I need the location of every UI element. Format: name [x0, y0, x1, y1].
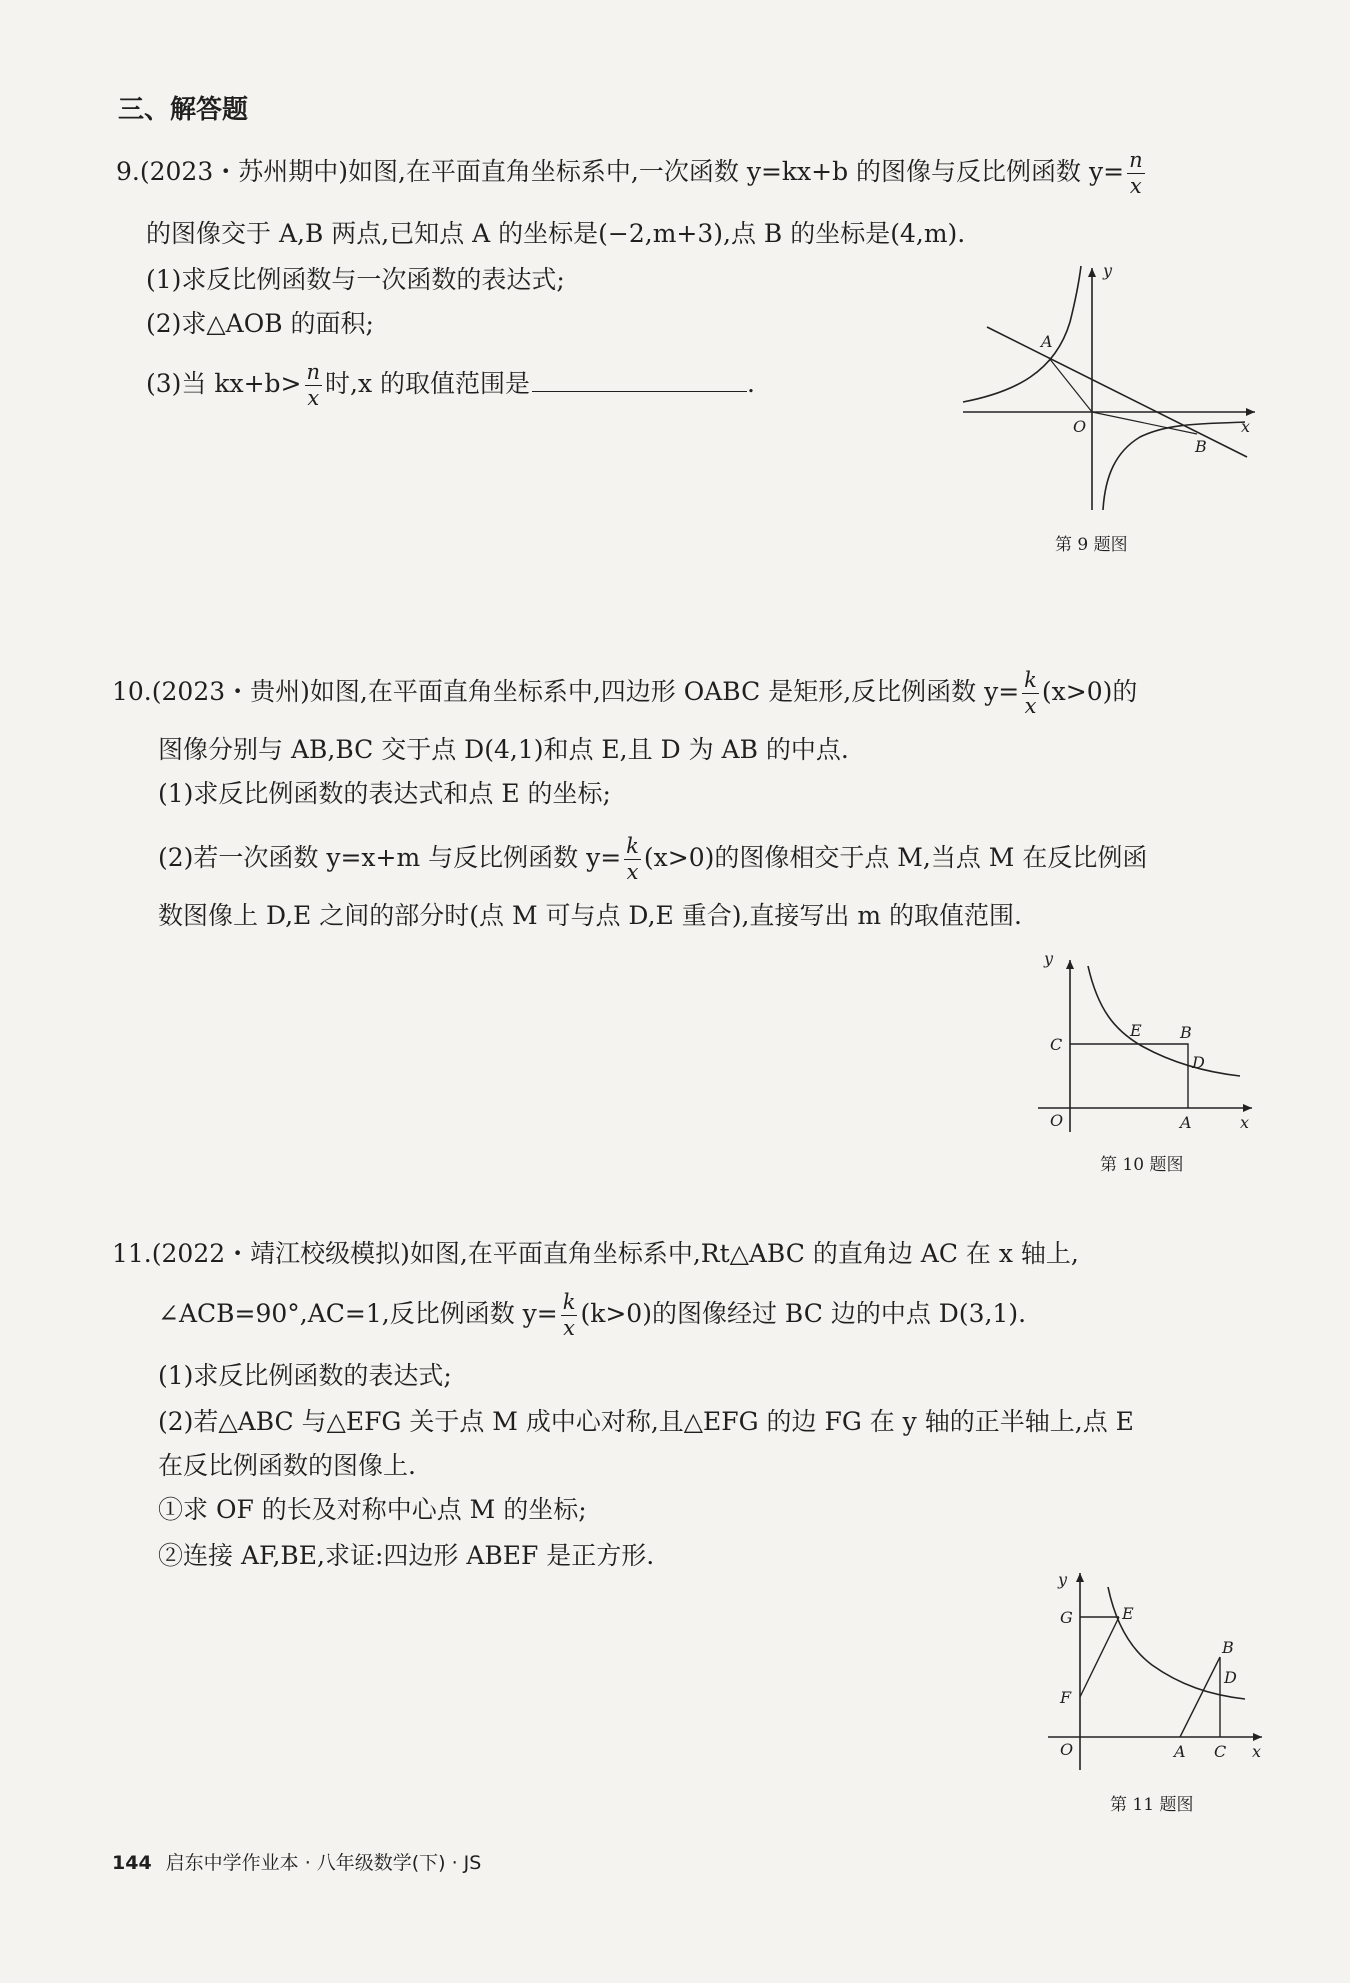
- footer-separator-2: ·: [451, 1852, 458, 1874]
- q11-label-B: B: [1222, 1638, 1234, 1657]
- q10-hyperbola: [1088, 966, 1240, 1076]
- q10-line1-text-2: (x>0)的: [1041, 677, 1138, 706]
- q11-part2-i: ①求 OF 的长及对称中心点 M 的坐标;: [158, 1495, 587, 1524]
- q11-segment-AB: [1180, 1657, 1220, 1737]
- q9-label-O: O: [1073, 417, 1087, 436]
- q9-part3-text-2: 时,x 的取值范围是: [325, 369, 531, 398]
- q10-part2-line2: 数图像上 D,E 之间的部分时(点 M 可与点 D,E 重合),直接写出 m 的取值范围.: [158, 901, 1022, 930]
- q11-part2-ii: ②连接 AF,BE,求证:四边形 ABEF 是正方形.: [158, 1541, 655, 1570]
- q11-figure-caption: 第 11 题图: [1110, 1795, 1194, 1815]
- q10-frac-den: x: [1024, 694, 1037, 718]
- q10-line2: 图像分别与 AB,BC 交于点 D(4,1)和点 E,且 D 为 AB 的中点.: [158, 735, 849, 764]
- q11-line2-text: ∠ACB=90°,AC=1,反比例函数 y=: [158, 1299, 558, 1328]
- q10-label-E: E: [1130, 1021, 1142, 1040]
- q10-part2-frac-den: x: [626, 860, 639, 884]
- q9-fraction: [1127, 150, 1145, 197]
- q11-label-C: C: [1214, 1742, 1227, 1761]
- q10-fraction: [1022, 670, 1039, 717]
- q9-part3-text: (3)当 kx+b>: [146, 369, 302, 398]
- page-footer: [112, 1848, 481, 1875]
- q10-label-x: x: [1240, 1113, 1250, 1132]
- q9-part3-frac-den: x: [307, 386, 320, 410]
- q10-rectangle-OABC: [1070, 1044, 1188, 1108]
- q11-frac-num: k: [562, 1290, 576, 1314]
- q10-x-arrow: [1243, 1104, 1252, 1112]
- q9-label-A: A: [1041, 332, 1053, 351]
- q10-line1: [112, 670, 1137, 717]
- q9-frac-num: n: [1129, 148, 1143, 172]
- grade-subject: 八年级数学(下): [316, 1852, 446, 1874]
- section-title: 三、解答题: [118, 95, 249, 125]
- page-number: 144: [112, 1852, 152, 1874]
- q11-figure: [1040, 1565, 1270, 1775]
- q9-part3-end: .: [747, 369, 755, 398]
- q11-label-O: O: [1060, 1740, 1074, 1759]
- q10-part2-fraction: [624, 836, 641, 883]
- q9-part3: [146, 362, 755, 409]
- book-title: 启东中学作业本: [165, 1852, 299, 1874]
- edition-code: JS: [463, 1852, 482, 1874]
- q9-line2: 的图像交于 A,B 两点,已知点 A 的坐标是(−2,m+3),点 B 的坐标是(4,m).: [146, 219, 966, 248]
- q9-x-arrow: [1246, 408, 1255, 416]
- q10-part2-text-2: (x>0)的图像相交于点 M,当点 M 在反比例函: [643, 843, 1148, 872]
- q11-part2: (2)若△ABC 与△EFG 关于点 M 成中心对称,且△EFG 的边 FG 在 y 轴的正半轴上,点 E: [158, 1407, 1134, 1436]
- q10-part2-frac-num: k: [626, 834, 639, 858]
- q11-label-E: E: [1122, 1604, 1134, 1623]
- q11-line2: [158, 1292, 1026, 1339]
- q11-line2-text-2: (k>0)的图像经过 BC 边的中点 D(3,1).: [580, 1299, 1027, 1328]
- q10-label-C: C: [1050, 1035, 1063, 1054]
- q9-hyperbola-left: [963, 266, 1081, 402]
- q10-y-arrow: [1066, 960, 1074, 969]
- q11-fraction: [561, 1292, 578, 1339]
- q9-linear-line: [987, 327, 1247, 457]
- q10-part1: (1)求反比例函数的表达式和点 E 的坐标;: [158, 779, 611, 808]
- q10-label-y: y: [1044, 949, 1054, 968]
- q10-label-D: D: [1192, 1053, 1205, 1072]
- q9-figure-caption: 第 9 题图: [1055, 535, 1128, 555]
- q9-part3-frac-num: n: [306, 360, 321, 384]
- q10-label-B: B: [1180, 1023, 1192, 1042]
- q9-line1-text: 9.(2023・苏州期中)如图,在平面直角坐标系中,一次函数 y=kx+b 的图像与反比例函数 y=: [116, 157, 1125, 186]
- q10-label-O: O: [1050, 1111, 1064, 1130]
- q9-segment-OA: [1049, 358, 1092, 412]
- q9-part3-fraction: [305, 362, 323, 409]
- q9-line1: [116, 150, 1148, 197]
- q9-part2: (2)求△AOB 的面积;: [146, 309, 374, 338]
- q9-label-y: y: [1103, 261, 1113, 280]
- q11-label-A: A: [1174, 1742, 1186, 1761]
- q10-figure: [1030, 950, 1260, 1140]
- q11-label-D: D: [1224, 1668, 1237, 1687]
- q10-part2-text: (2)若一次函数 y=x+m 与反比例函数 y=: [158, 843, 622, 872]
- q11-segment-FE: [1080, 1617, 1119, 1697]
- q10-line1-text: 10.(2023・贵州)如图,在平面直角坐标系中,四边形 OABC 是矩形,反比例函数 y=: [112, 677, 1020, 706]
- q9-label-x: x: [1241, 417, 1251, 436]
- q11-y-arrow: [1076, 1573, 1084, 1582]
- q11-label-y: y: [1058, 1570, 1068, 1589]
- q11-frac-den: x: [563, 1316, 575, 1340]
- q10-part2: [158, 836, 1147, 883]
- q11-label-F: F: [1060, 1688, 1072, 1707]
- footer-separator-1: ·: [304, 1852, 311, 1874]
- q11-line1: 11.(2022・靖江校级模拟)如图,在平面直角坐标系中,Rt△ABC 的直角边 AC 在 x 轴上,: [112, 1239, 1079, 1268]
- q11-label-x: x: [1252, 1742, 1262, 1761]
- q9-answer-blank: [532, 369, 747, 392]
- q9-label-B: B: [1195, 437, 1207, 456]
- q11-part2-line2: 在反比例函数的图像上.: [158, 1451, 416, 1480]
- q9-hyperbola-right: [1103, 422, 1245, 510]
- q11-part1: (1)求反比例函数的表达式;: [158, 1361, 452, 1390]
- q9-y-arrow: [1088, 268, 1096, 277]
- q9-figure: [955, 262, 1265, 512]
- q10-frac-num: k: [1024, 668, 1037, 692]
- q9-part1: (1)求反比例函数与一次函数的表达式;: [146, 265, 565, 294]
- q11-label-G: G: [1060, 1608, 1073, 1627]
- q9-frac-den: x: [1129, 174, 1142, 198]
- q10-figure-caption: 第 10 题图: [1100, 1155, 1184, 1175]
- q11-x-arrow: [1253, 1733, 1262, 1741]
- q9-segment-OB: [1092, 412, 1197, 434]
- q10-label-A: A: [1180, 1113, 1192, 1132]
